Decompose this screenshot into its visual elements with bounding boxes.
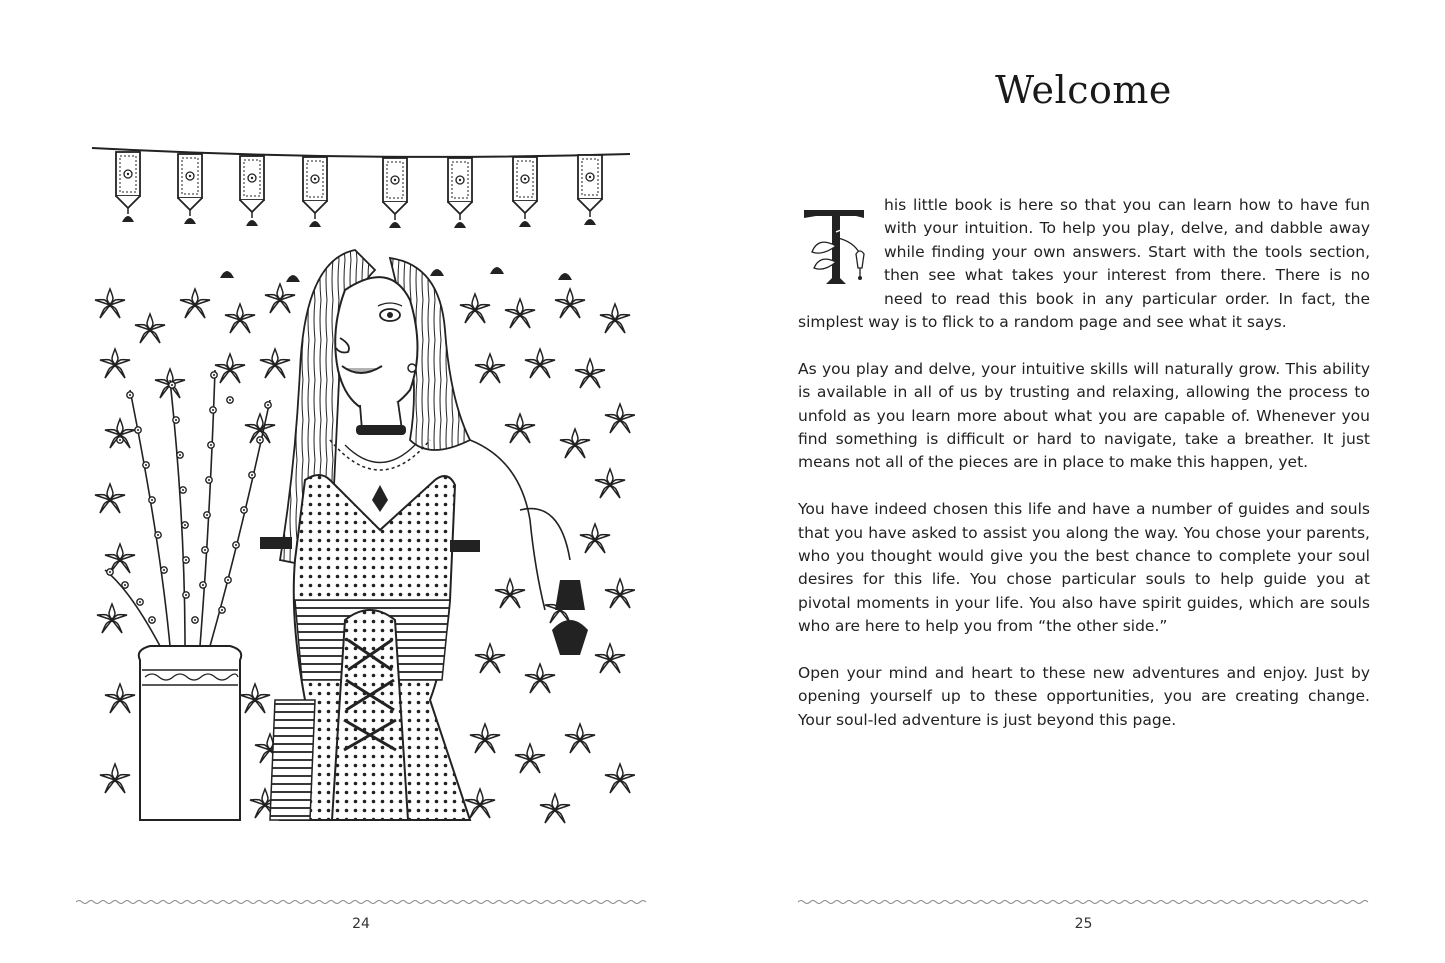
- page-number-right: 25: [1074, 916, 1093, 932]
- right-page: [722, 0, 1445, 963]
- page-number-left: 24: [352, 916, 370, 932]
- left-page: [0, 0, 722, 963]
- page-divider-left: [76, 898, 648, 906]
- page-divider-right: [798, 898, 1370, 906]
- paragraph-4: Open your mind and heart to these new adventures and enjoy. Just by opening yourself up to these opportunities, you are creating change. Your soul-led adventure is just beyond this page.: [798, 664, 1370, 729]
- drop-cap-t-icon: [798, 196, 874, 292]
- paragraph-3: You have indeed chosen this life and have a number of guides and souls that you have asked to assist you along the way. You chose your parents, who you thought would give you the best chance to complete your soul desires for this life. You chose particular souls to help guide you at pivotal moments in your life. You also have spirit guides, which are souls who are here to help you from “the other side.”: [798, 500, 1370, 636]
- paragraph-2: As you play and delve, your intuitive skills will naturally grow. This ability is available in all of us by trusting and relaxing, allowing the process to unfold as you learn more about what you are capable of. Whenever you find something is difficult or hard to navigate, take a breather. It just means not all of the pieces are in place to make this happen, yet.: [798, 359, 1370, 472]
- paragraph-1: his little book is here so that you can learn how to have fun with your intuition. To help you play, delve, and dabble away while finding your own answers. Start with the tools section, then see what takes your interest from there. There is no need to read this book in any particular order. In fact, the simplest way is to flick to a random page and see what it says.: [798, 196, 1370, 332]
- page-title: Welcome: [995, 68, 1172, 112]
- body-text: [798, 194, 1370, 756]
- woman-with-flowers-illustration: [90, 140, 635, 830]
